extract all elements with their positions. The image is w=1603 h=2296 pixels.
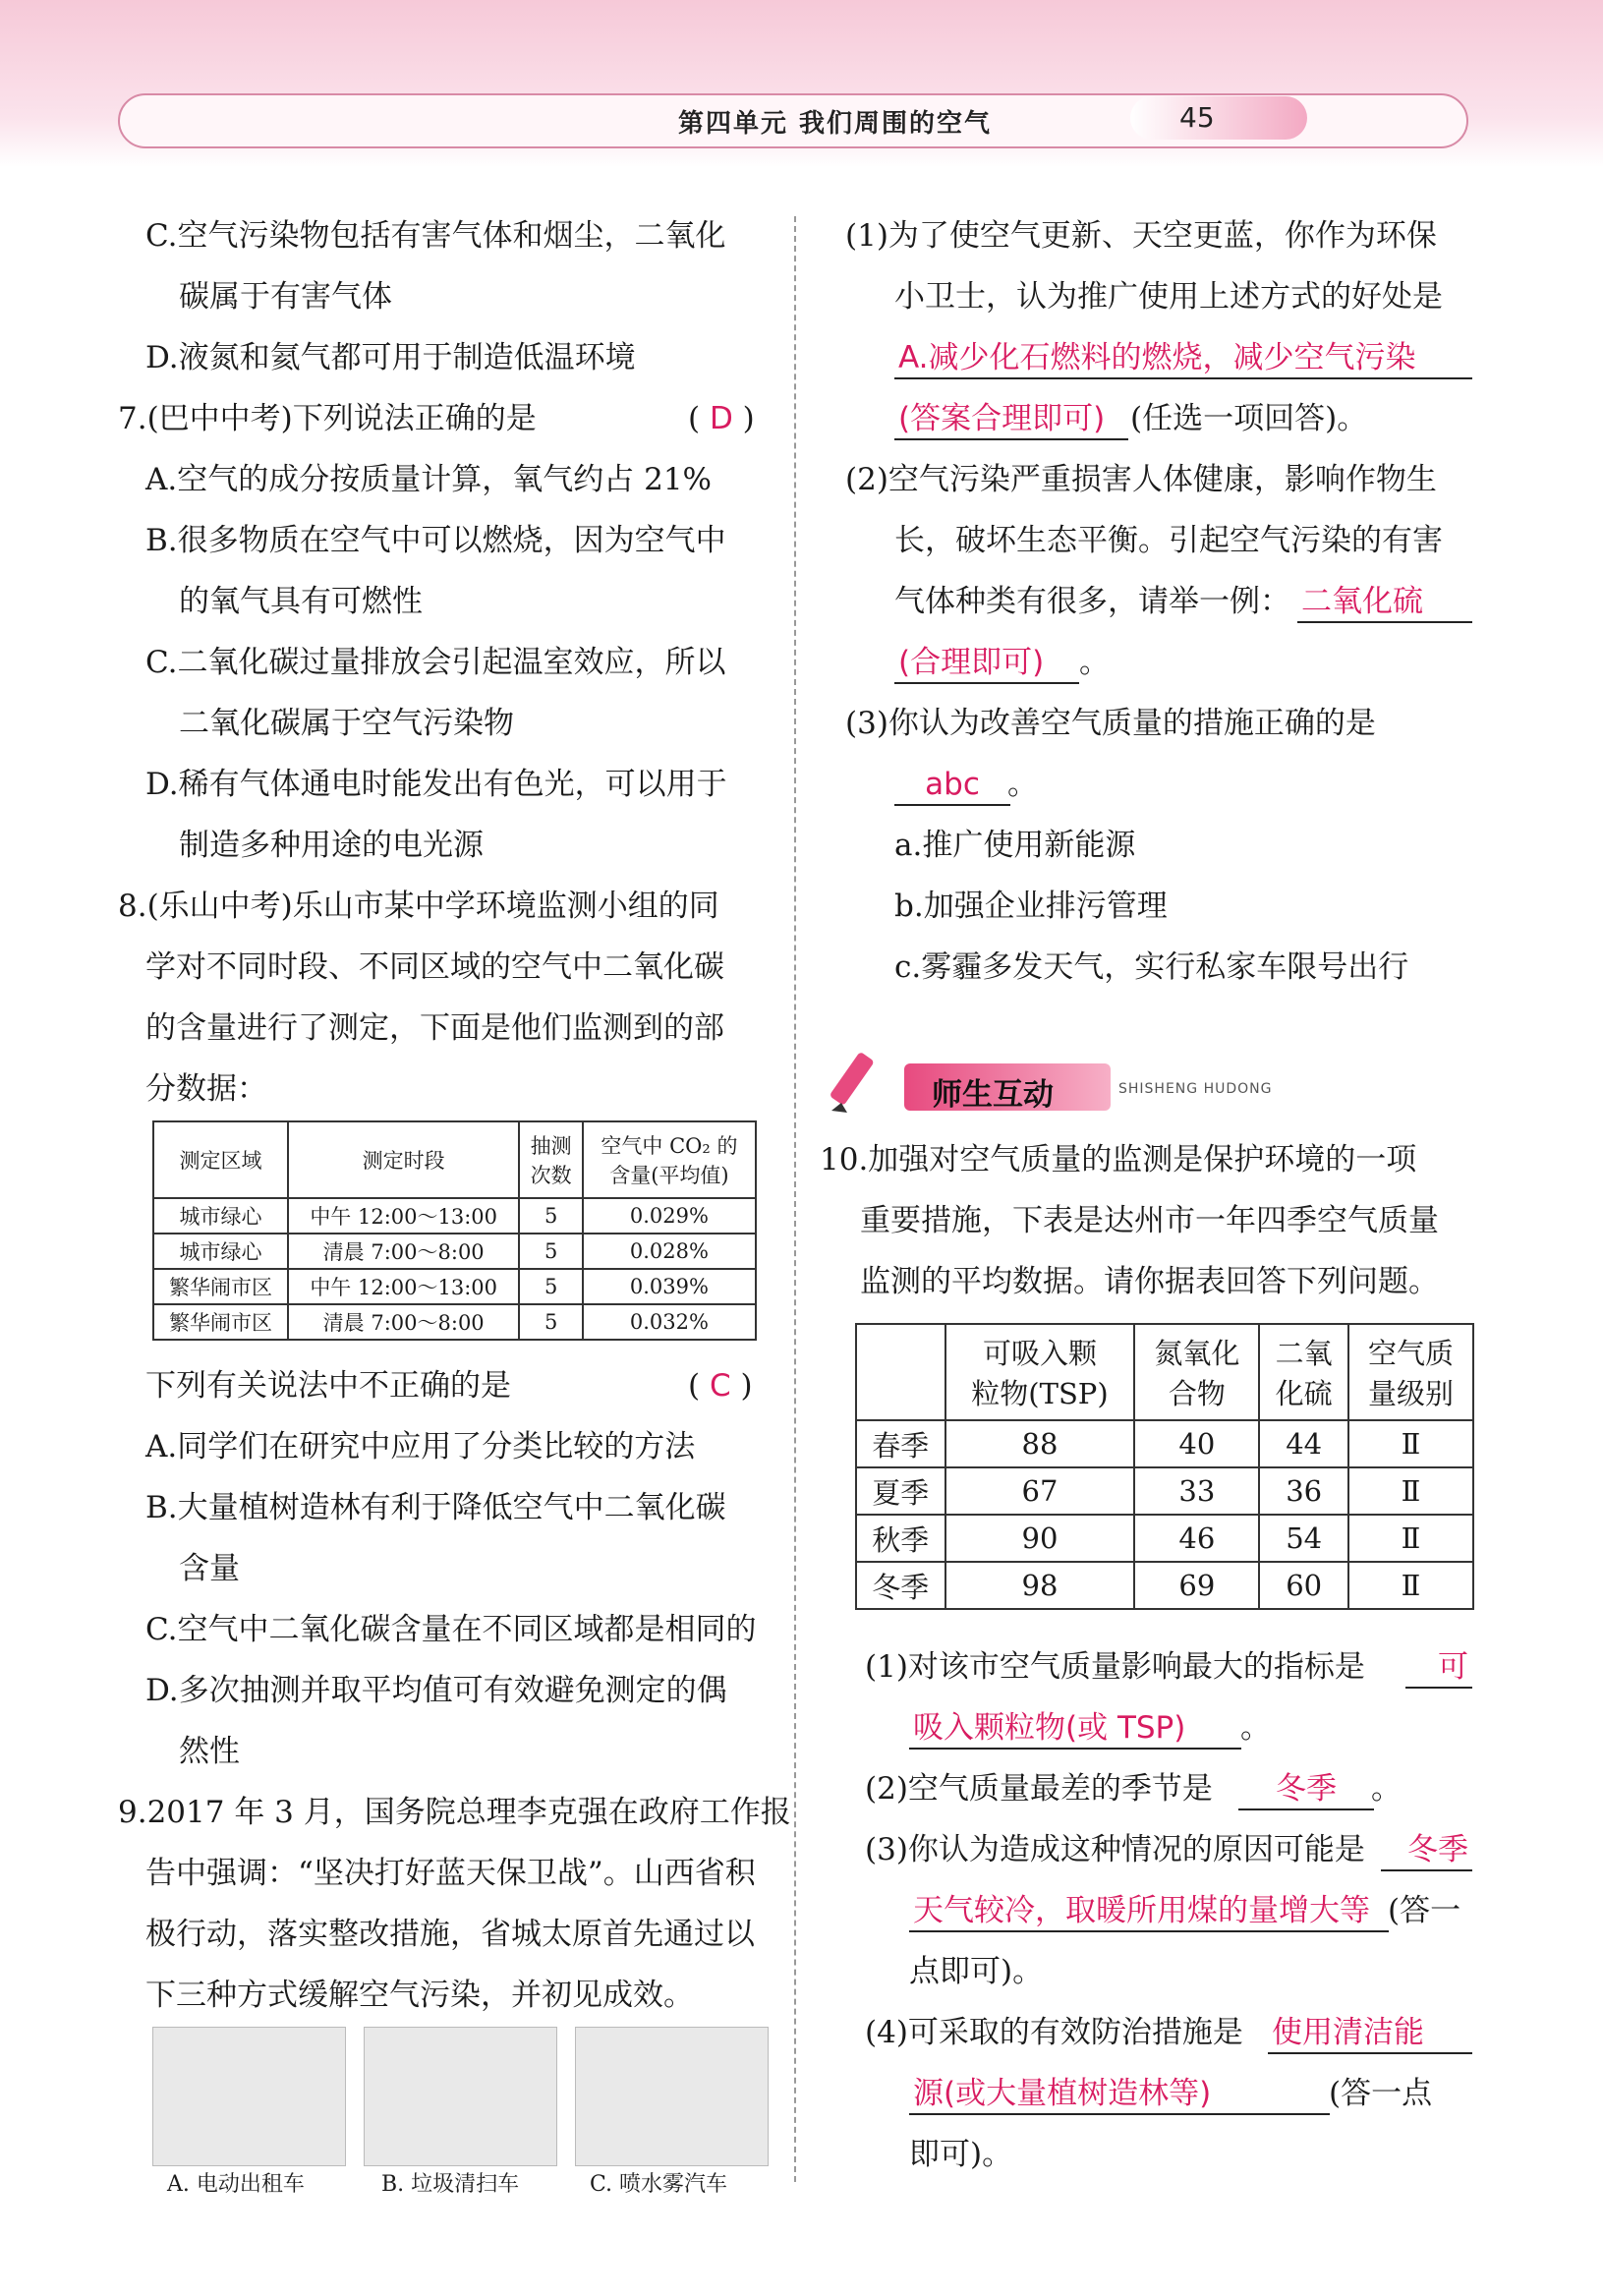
q7-option-b-cont: 的氧气具有可燃性 (179, 584, 423, 619)
q9-part3-period: 。 (1007, 767, 1038, 802)
table-cell: 清晨 7:00～8:00 (288, 1234, 520, 1269)
table-row (153, 1198, 756, 1234)
q9-part3-option-c: c.雾霾多发天气，实行私家车限号出行 (894, 949, 1409, 985)
q10-table (855, 1323, 1474, 1610)
q10-part2: (2)空气质量最差的季节是 (865, 1771, 1213, 1807)
table-cell: 33 (1134, 1467, 1259, 1515)
section-pinyin: SHISHENG HUDONG (1118, 1081, 1273, 1097)
section-title: 师生互动 (932, 1077, 1054, 1113)
q7-option-b: B.很多物质在空气中可以燃烧，因为空气中 (145, 523, 726, 558)
table-header-line: 粒物(TSP) (971, 1377, 1109, 1410)
q9-part3-answer: abc (894, 765, 1010, 806)
q6-option-c: C.空气污染物包括有害气体和烟尘，二氧化 (145, 218, 726, 254)
table-cell: 繁华闹市区 (153, 1269, 288, 1304)
caption-b: B. 垃圾清扫车 (381, 2172, 520, 2197)
q9-part3-option-b: b.加强企业排污管理 (894, 889, 1168, 924)
table-header-cell (519, 1121, 582, 1198)
table-header-line: 二氧 (1275, 1337, 1333, 1370)
q10-stem-3: 监测的平均数据。请你据表回答下列问题。 (860, 1264, 1439, 1299)
q8-option-c: C.空气中二氧化碳含量在不同区域都是相同的 (145, 1612, 757, 1647)
page-number: 45 (1179, 101, 1215, 134)
caption-c: C. 喷水雾汽车 (590, 2172, 728, 2197)
q9-part1-line1: (1)为了使空气更新、天空更蓝，你作为环保 (845, 218, 1437, 254)
q10-part1: (1)对该市空气质量影响最大的指标是 (865, 1649, 1365, 1685)
q8-stem-2: 学对不同时段、不同区域的空气中二氧化碳 (145, 949, 724, 985)
table-row (856, 1467, 1473, 1515)
table-header-line: 化硫 (1275, 1377, 1333, 1410)
table-cell: 69 (1134, 1562, 1259, 1609)
table-header-line: 空气质 (1367, 1337, 1454, 1370)
table-cell: 0.029% (583, 1198, 756, 1234)
table-row (856, 1562, 1473, 1609)
table-header-cell (856, 1324, 945, 1420)
q10-part3-answer-1: 冬季 (1381, 1830, 1472, 1871)
table-row (153, 1234, 756, 1269)
q7-stem: 7.(巴中中考)下列说法正确的是 (118, 401, 537, 436)
table-header-cell (1348, 1324, 1473, 1420)
q7-answer-text: D (709, 401, 733, 436)
q8-option-a: A.同学们在研究中应用了分类比较的方法 (145, 1429, 696, 1464)
table-cell: 36 (1259, 1467, 1348, 1515)
q7-option-c-cont: 二氧化碳属于空气污染物 (179, 706, 514, 741)
q9-part3-option-a: a.推广使用新能源 (894, 828, 1136, 863)
q9-part2-answer-1: 二氧化硫 (1297, 582, 1472, 623)
table-cell: 0.039% (583, 1269, 756, 1304)
table-header-cell: 测定时段 (288, 1121, 520, 1198)
table-header-line: 可吸入颗 (982, 1337, 1097, 1370)
table-cell: Ⅱ (1348, 1515, 1473, 1562)
q9-stem-1: 9.2017 年 3 月，国务院总理李克强在政府工作报 (118, 1795, 791, 1830)
pencil-icon (824, 1042, 892, 1120)
table-header-cell (945, 1324, 1135, 1420)
table-cell: 春季 (856, 1420, 945, 1467)
q8-option-b-cont: 含量 (179, 1551, 240, 1586)
table-cell: 98 (945, 1562, 1135, 1609)
table-header-cell (1259, 1324, 1348, 1420)
table-row (153, 1269, 756, 1304)
table-header-line: 抽测 (530, 1134, 572, 1158)
table-cell: 54 (1259, 1515, 1348, 1562)
q10-part4-answer-2: 源(或大量植树造林等) (909, 2074, 1330, 2115)
q7-option-c: C.二氧化碳过量排放会引起温室效应，所以 (145, 645, 726, 680)
q10-stem-2: 重要措施，下表是达州市一年四季空气质量 (860, 1203, 1439, 1238)
table-header-line: 合物 (1168, 1377, 1226, 1410)
q9-part1-answer-2: (答案合理即可) (894, 399, 1128, 440)
table-cell: 5 (519, 1269, 582, 1304)
q10-part4-answer-1: 使用清洁能 (1268, 2013, 1472, 2054)
q10-part3: (3)你认为造成这种情况的原因可能是 (865, 1832, 1365, 1867)
q9-part3-line: (3)你认为改善空气质量的措施正确的是 (845, 706, 1376, 741)
table-header-line: 空气中 CO₂ 的 (601, 1134, 738, 1158)
q9-stem-4: 下三种方式缓解空气污染，并初见成效。 (145, 1978, 694, 2013)
water-mist-truck-photo (575, 2027, 769, 2166)
table-cell: 90 (945, 1515, 1135, 1562)
table-cell: 5 (519, 1234, 582, 1269)
q9-stem-3: 极行动，落实整改措施，省城太原首先通过以 (145, 1917, 755, 1952)
q9-part1-answer-1: A.减少化石燃料的燃烧，减少空气污染 (894, 338, 1472, 379)
q10-part4: (4)可采取的有效防治措施是 (865, 2015, 1243, 2050)
table-cell: 60 (1259, 1562, 1348, 1609)
page-number-tab (1130, 96, 1307, 140)
q6-option-c-cont: 碳属于有害气体 (179, 279, 392, 315)
q9-part2-answer-2: (合理即可) (894, 643, 1079, 684)
q6-option-d: D.液氮和氦气都可用于制造低温环境 (145, 340, 636, 375)
table-cell: 5 (519, 1304, 582, 1340)
table-cell: 46 (1134, 1515, 1259, 1562)
table-cell: 67 (945, 1467, 1135, 1515)
q9-part2-line3: 气体种类有很多，请举一例： (894, 584, 1290, 619)
table-cell: 44 (1259, 1420, 1348, 1467)
q10-part1-answer-2: 吸入颗粒物(或 TSP) (909, 1708, 1241, 1750)
table-row (153, 1304, 756, 1340)
q9-part2-line1: (2)空气污染严重损害人体健康，影响作物生 (845, 462, 1437, 497)
table-cell: 城市绿心 (153, 1198, 288, 1234)
table-cell: 0.032% (583, 1304, 756, 1340)
q10-part3-tail-2: 点即可)。 (909, 1954, 1044, 1989)
table-cell: 5 (519, 1198, 582, 1234)
table-cell: 中午 12:00～13:00 (288, 1198, 520, 1234)
q8-stem-1: 8.(乐山中考)乐山市某中学环境监测小组的同 (118, 889, 719, 924)
table-header-row (153, 1121, 756, 1198)
table-header-line: 氮氧化 (1154, 1337, 1240, 1370)
q7-option-d-cont: 制造多种用途的电光源 (179, 828, 484, 863)
table-cell: 中午 12:00～13:00 (288, 1269, 520, 1304)
q10-part1-period: 。 (1240, 1710, 1271, 1746)
sweeper-truck-photo (364, 2027, 557, 2166)
table-cell: 夏季 (856, 1467, 945, 1515)
table-header-line: 含量(平均值) (609, 1164, 729, 1187)
q10-part3-answer-2: 天气较冷，取暖所用煤的量增大等 (909, 1891, 1389, 1932)
q10-part2-period: 。 (1371, 1771, 1402, 1807)
q9-part1-line2: 小卫士，认为推广使用上述方式的好处是 (894, 279, 1443, 315)
table-cell: 清晨 7:00～8:00 (288, 1304, 520, 1340)
q8-answer-text: C (709, 1368, 731, 1404)
table-cell: Ⅱ (1348, 1467, 1473, 1515)
q9-part2-line2: 长，破坏生态平衡。引起空气污染的有害 (894, 523, 1443, 558)
caption-a: A. 电动出租车 (167, 2172, 305, 2197)
q10-stem-1: 10.加强对空气质量的监测是保护环境的一项 (820, 1142, 1417, 1177)
table-cell: 0.028% (583, 1234, 756, 1269)
q8-stem-4: 分数据： (145, 1071, 267, 1107)
q8-answer: ( C ) (688, 1368, 753, 1404)
electric-taxi-photo (152, 2027, 346, 2166)
q9-stem-2: 告中强调：“坚决打好蓝天保卫战”。山西省积 (145, 1856, 756, 1891)
table-header-cell: 测定区域 (153, 1121, 288, 1198)
table-cell: 40 (1134, 1420, 1259, 1467)
q8-question: 下列有关说法中不正确的是 (145, 1368, 511, 1404)
table-cell: Ⅱ (1348, 1420, 1473, 1467)
q8-table (152, 1120, 757, 1341)
q10-part4-tail-2: 即可)。 (909, 2137, 1013, 2172)
q9-part2-period: 。 (1079, 645, 1110, 680)
q7-option-a: A.空气的成分按质量计算，氧气约占 21% (145, 462, 712, 497)
table-header-cell (583, 1121, 756, 1198)
table-cell: 88 (945, 1420, 1135, 1467)
table-cell: 城市绿心 (153, 1234, 288, 1269)
q7-answer: ( D ) (688, 401, 755, 436)
table-header-line: 量级别 (1367, 1377, 1454, 1410)
table-row (856, 1515, 1473, 1562)
q10-part3-tail-1: (答一 (1388, 1893, 1461, 1928)
table-header-line: 次数 (530, 1164, 572, 1187)
q9-part1-tail: (任选一项回答)。 (1130, 401, 1368, 436)
table-cell: 冬季 (856, 1562, 945, 1609)
table-cell: Ⅱ (1348, 1562, 1473, 1609)
q10-part1-answer-1: 可 (1405, 1647, 1472, 1689)
q10-part4-tail-1: (答一点 (1329, 2076, 1433, 2111)
table-header-cell (1134, 1324, 1259, 1420)
unit-title: 第四单元 我们周围的空气 (678, 109, 993, 139)
table-row (856, 1420, 1473, 1467)
column-divider (794, 216, 796, 2182)
q8-option-d-cont: 然性 (179, 1734, 240, 1769)
q8-option-b: B.大量植树造林有利于降低空气中二氧化碳 (145, 1490, 726, 1525)
table-header-row (856, 1324, 1473, 1420)
table-cell: 秋季 (856, 1515, 945, 1562)
q10-part2-answer: 冬季 (1238, 1769, 1374, 1810)
q8-stem-3: 的含量进行了测定，下面是他们监测到的部 (145, 1010, 724, 1046)
q8-option-d: D.多次抽测并取平均值可有效避免测定的偶 (145, 1673, 727, 1708)
q7-option-d: D.稀有气体通电时能发出有色光，可以用于 (145, 767, 727, 802)
table-cell: 繁华闹市区 (153, 1304, 288, 1340)
